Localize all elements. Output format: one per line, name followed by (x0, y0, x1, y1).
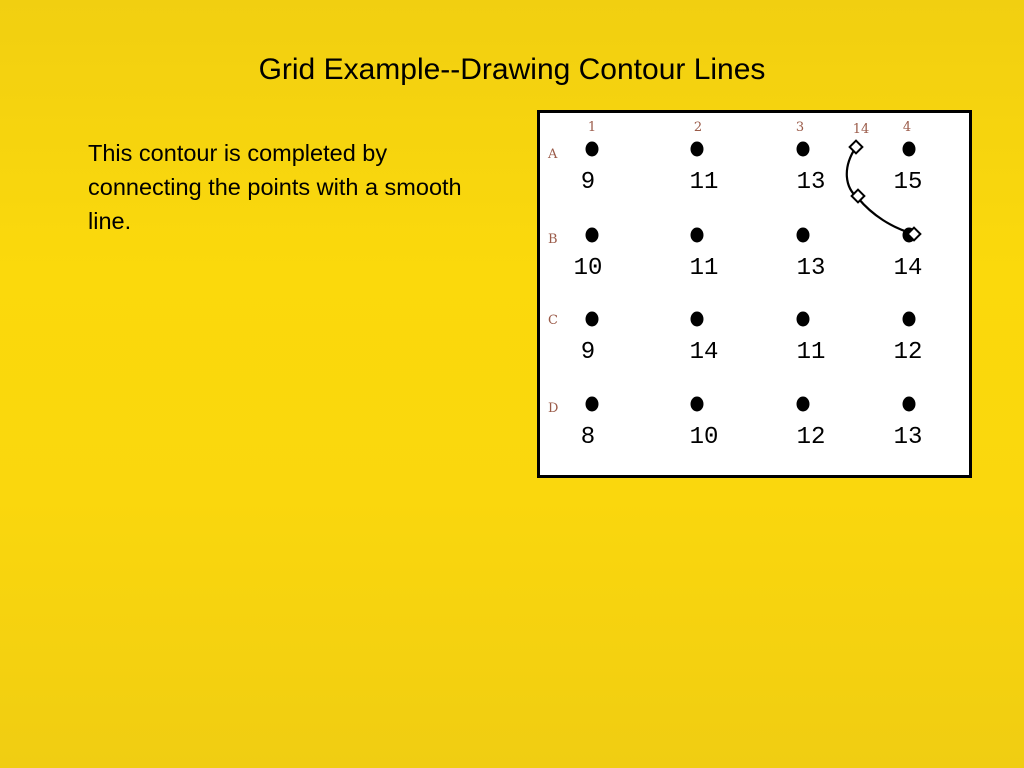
grid-value: 11 (796, 339, 826, 366)
grid-point (903, 397, 916, 412)
grid-point (797, 228, 810, 243)
row-label: C (548, 313, 558, 328)
grid-value: 13 (796, 169, 826, 196)
grid-value: 14 (689, 339, 719, 366)
column-label: 4 (902, 120, 912, 135)
grid-value: 10 (689, 424, 719, 451)
grid-value: 12 (893, 339, 923, 366)
grid-value: 15 (893, 169, 923, 196)
grid-value: 10 (573, 255, 603, 282)
row-label: A (548, 147, 558, 162)
grid-frame (539, 112, 971, 477)
grid-value: 9 (580, 169, 596, 196)
grid-value: 13 (893, 424, 923, 451)
grid-point (586, 142, 599, 157)
contour-label: 14 (852, 122, 870, 137)
column-label: 1 (587, 120, 597, 135)
grid-value: 13 (796, 255, 826, 282)
grid-value: 8 (580, 424, 596, 451)
row-label: B (548, 232, 558, 247)
grid-value: 11 (689, 169, 719, 196)
contour-grid-figure (537, 110, 972, 478)
grid-point (691, 397, 704, 412)
slide-title: Grid Example--Drawing Contour Lines (258, 53, 766, 86)
grid-point (903, 312, 916, 327)
grid-value: 12 (796, 424, 826, 451)
description-text: This contour is completed by connecting the points with a smooth line. (88, 140, 462, 234)
column-label: 2 (693, 120, 703, 135)
grid-value: 14 (893, 255, 923, 282)
grid-point (797, 397, 810, 412)
grid-point (691, 228, 704, 243)
column-label: 3 (795, 120, 805, 135)
contour-grid-svg (537, 110, 972, 478)
grid-point (903, 142, 916, 157)
grid-point (586, 228, 599, 243)
grid-point (691, 142, 704, 157)
grid-point (797, 142, 810, 157)
grid-value: 11 (689, 255, 719, 282)
row-label: D (548, 401, 559, 416)
grid-value: 9 (580, 339, 596, 366)
grid-point (586, 397, 599, 412)
grid-point (691, 312, 704, 327)
grid-point (586, 312, 599, 327)
grid-point (797, 312, 810, 327)
